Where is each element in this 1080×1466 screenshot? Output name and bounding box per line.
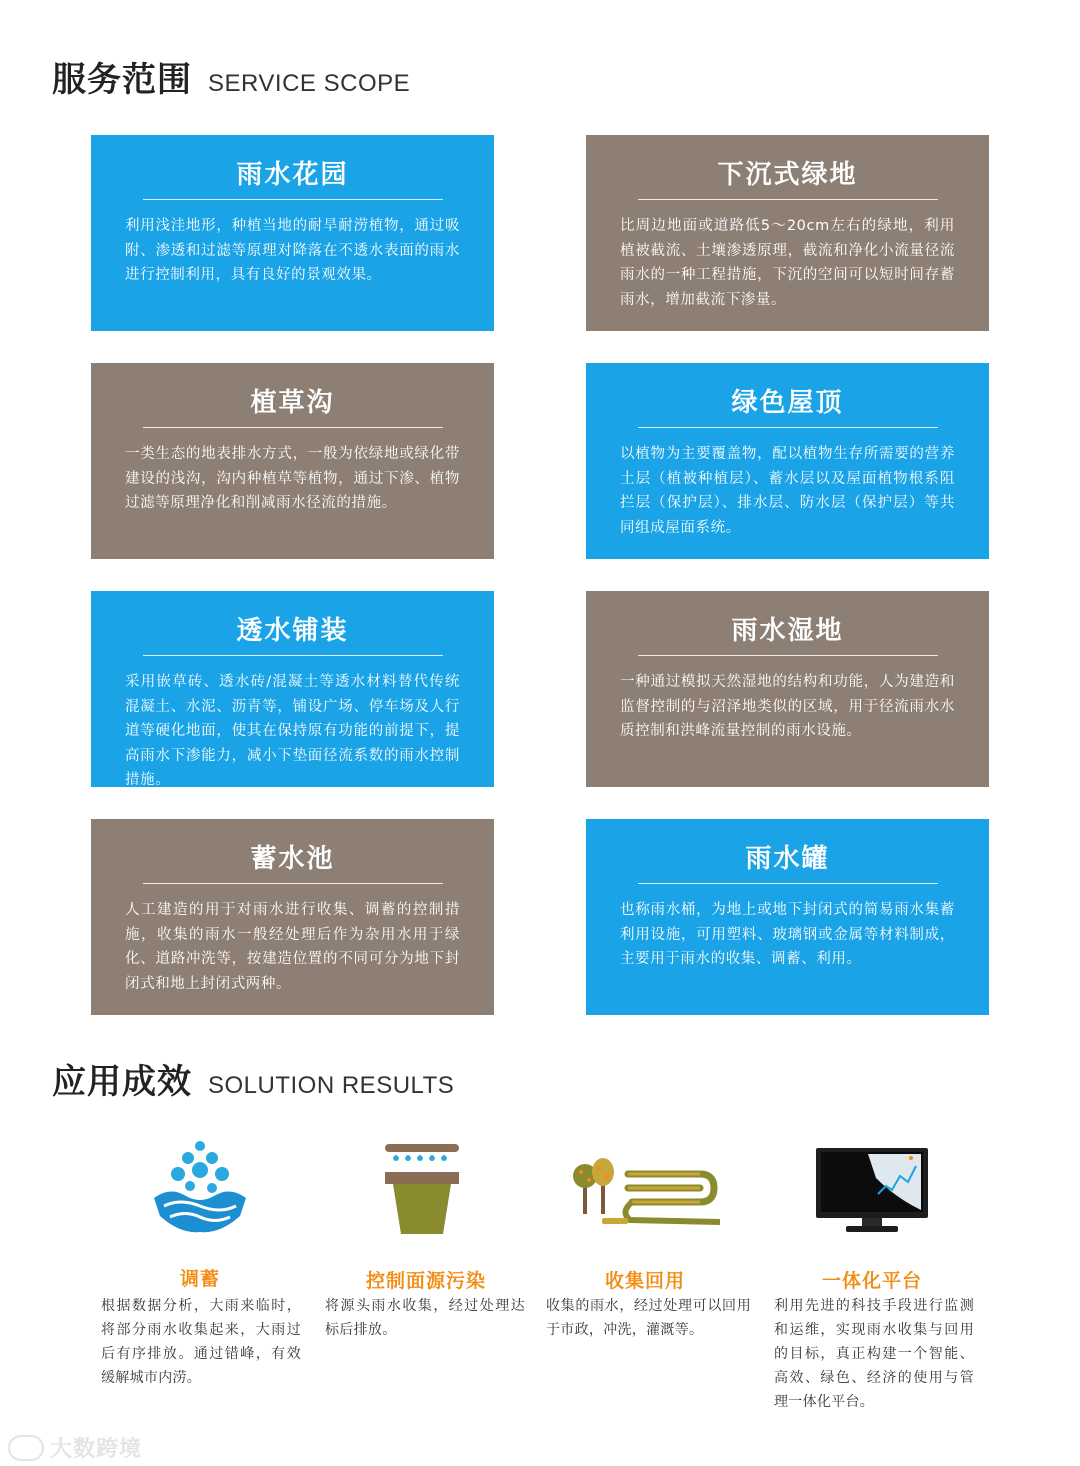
result-title: 一体化平台 <box>821 1270 922 1292</box>
trees-hose-icon <box>572 1152 720 1232</box>
result-title: 调蓄 <box>179 1268 220 1290</box>
card-green-roof <box>586 363 989 559</box>
card-title: 绿色屋顶 <box>731 388 844 418</box>
service-scope-title-cn: 服务范围 <box>52 60 192 100</box>
card-title: 雨水罐 <box>745 844 830 874</box>
card-title: 植草沟 <box>250 388 335 418</box>
card-rain-garden <box>91 135 494 331</box>
card-text: 采用嵌草砖、透水砖/混凝土等透水材料替代传统混凝土、水泥、沥青等，铺设广场、停车场及人行道等硬化地面，使其在保持原有功能的前提下，提高雨水下渗能力，减小下垫面径流系数的雨水控制措施。 <box>125 674 460 788</box>
card-text: 利用浅洼地形，种植当地的耐旱耐涝植物，通过吸附、渗透和过滤等原理对降落在不透水表面的雨水进行控制利用，具有良好的景观效果。 <box>125 218 460 283</box>
solution-results-title-cn: 应用成效 <box>52 1062 192 1102</box>
result-title: 收集回用 <box>604 1270 685 1292</box>
card-sunken-greenbelt <box>586 135 989 331</box>
card-rain-barrel <box>586 819 989 1015</box>
card-title: 蓄水池 <box>250 844 335 874</box>
card-text: 一类生态的地表排水方式，一般为依绿地或绿化带建设的浅沟，沟内种植草等植物，通过下渗、植物过滤等原理净化和削减雨水径流的措施。 <box>125 446 460 511</box>
solution-results-title-en: SOLUTION RESULTS <box>208 1072 455 1099</box>
card-divider <box>143 427 443 428</box>
card-title: 下沉式绿地 <box>717 160 858 190</box>
card-divider <box>638 883 938 884</box>
card-divider <box>638 199 938 200</box>
card-text: 比周边地面或道路低5～20cm左右的绿地，利用植被截流、土壤渗透原理，截流和净化小流量径流雨水的一种工程措施，下沉的空间可以短时间存蓄雨水，增加截流下渗量。 <box>620 218 955 308</box>
card-text: 一种通过模拟天然湿地的结构和功能，人为建造和监督控制的与沼泽地类似的区域，用于径流雨水水质控制和洪峰流量控制的雨水设施。 <box>620 674 955 739</box>
watermark <box>8 1432 142 1463</box>
watermark-logo-icon <box>8 1435 44 1461</box>
card-permeable-paving <box>91 591 494 787</box>
result-text: 利用先进的科技手段进行监测和运维，实现雨水收集与回用的目标，真正构建一个智能、高效、绿色、经济的使用与管理一体化平台。 <box>774 1298 974 1410</box>
water-waves-icon <box>150 1138 250 1234</box>
result-text: 收集的雨水，经过处理可以回用于市政，冲洗，灌溉等。 <box>546 1298 751 1338</box>
card-rain-wetland <box>586 591 989 787</box>
card-divider <box>143 655 443 656</box>
solution-results-heading <box>52 1054 454 1103</box>
result-text: 根据数据分析，大雨来临时，将部分雨水收集起来，大雨过后有序排放。通过错峰，有效缓解城市内涝。 <box>101 1298 301 1386</box>
service-scope-title-en: SERVICE SCOPE <box>208 70 411 97</box>
card-divider <box>638 427 938 428</box>
card-title: 雨水湿地 <box>731 616 844 646</box>
monitor-icon <box>816 1148 928 1234</box>
card-text: 人工建造的用于对雨水进行收集、调蓄的控制措施，收集的雨水一般经处理后作为杂用水用于绿化、道路冲洗等，按建造位置的不同可分为地下封闭式和地上封闭式两种。 <box>125 902 460 992</box>
watermark-text: 大数跨境 <box>50 1437 143 1462</box>
card-reservoir <box>91 819 494 1015</box>
result-text: 将源头雨水收集，经过处理达标后排放。 <box>325 1298 525 1338</box>
result-title: 控制面源污染 <box>365 1270 486 1292</box>
card-title: 透水铺装 <box>236 616 349 646</box>
card-text: 以植物为主要覆盖物，配以植物生存所需要的营养土层（植被种植层）、蓄水层以及屋面植物根系阻拦层（保护层）、排水层、防水层（保护层）等共同组成屋面系统。 <box>620 446 955 536</box>
planter-pot-icon <box>383 1140 461 1236</box>
card-divider <box>143 199 443 200</box>
service-scope-heading <box>52 52 410 101</box>
card-title: 雨水花园 <box>236 160 349 190</box>
card-text: 也称雨水桶，为地上或地下封闭式的简易雨水集蓄利用设施，可用塑料、玻璃钢或金属等材料制成，主要用于雨水的收集、调蓄、利用。 <box>620 902 955 967</box>
card-grass-swale <box>91 363 494 559</box>
card-divider <box>638 655 938 656</box>
card-divider <box>143 883 443 884</box>
